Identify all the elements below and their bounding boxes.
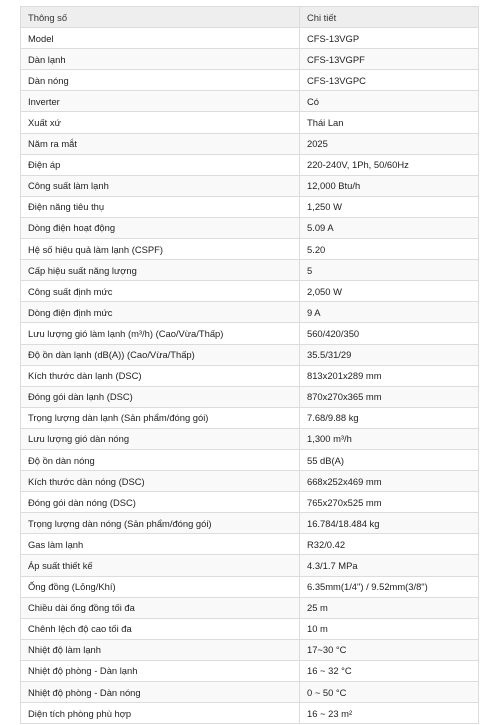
spec-value-cell: 25 m [300, 597, 479, 618]
spec-value-cell: 16.784/18.484 kg [300, 513, 479, 534]
spec-value-cell: 4.3/1.7 MPa [300, 555, 479, 576]
table-row [21, 555, 479, 576]
spec-name-cell: Độ ồn dàn nóng [21, 449, 300, 470]
table-row [21, 323, 479, 344]
header-name-cell: Thông số [21, 7, 300, 28]
table-row [21, 175, 479, 196]
spec-value-cell: 5 [300, 260, 479, 281]
spec-name-cell: Dòng điện định mức [21, 302, 300, 323]
header-row [21, 7, 479, 28]
table-row [21, 703, 479, 724]
table-row [21, 639, 479, 660]
table-row [21, 660, 479, 681]
spec-value-cell: 16 ~ 23 m² [300, 703, 479, 724]
table-row [21, 344, 479, 365]
table-row [21, 133, 479, 154]
spec-value-cell: R32/0.42 [300, 534, 479, 555]
spec-name-cell: Nhiệt độ phòng - Dàn lạnh [21, 660, 300, 681]
spec-name-cell: Dàn nóng [21, 70, 300, 91]
spec-name-cell: Đóng gói dàn lạnh (DSC) [21, 386, 300, 407]
spec-value-cell: 765x270x525 mm [300, 492, 479, 513]
table-row [21, 28, 479, 49]
table-row [21, 112, 479, 133]
spec-name-cell: Kích thước dàn lạnh (DSC) [21, 365, 300, 386]
spec-value-cell: 55 dB(A) [300, 449, 479, 470]
spec-name-cell: Cấp hiệu suất năng lượng [21, 260, 300, 281]
spec-value-cell: 10 m [300, 618, 479, 639]
spec-name-cell: Nhiệt độ làm lạnh [21, 639, 300, 660]
spec-name-cell: Lưu lượng gió làm lạnh (m³/h) (Cao/Vừa/Thấp) [21, 323, 300, 344]
spec-value-cell: Thái Lan [300, 112, 479, 133]
table-row [21, 471, 479, 492]
table-row [21, 576, 479, 597]
table-row [21, 217, 479, 238]
table-row [21, 196, 479, 217]
spec-value-cell: Có [300, 91, 479, 112]
table-row [21, 239, 479, 260]
table-row [21, 407, 479, 428]
spec-name-cell: Diện tích phòng phù hợp [21, 703, 300, 724]
spec-name-cell: Điện năng tiêu thụ [21, 196, 300, 217]
table-row [21, 281, 479, 302]
spec-name-cell: Chiều dài ống đồng tối đa [21, 597, 300, 618]
spec-value-cell: 17~30 °C [300, 639, 479, 660]
spec-value-cell: 1,250 W [300, 196, 479, 217]
table-row [21, 154, 479, 175]
spec-name-cell: Model [21, 28, 300, 49]
spec-value-cell: 668x252x469 mm [300, 471, 479, 492]
spec-name-cell: Chênh lệch độ cao tối đa [21, 618, 300, 639]
spec-value-cell: 5.09 A [300, 217, 479, 238]
spec-name-cell: Dàn lạnh [21, 49, 300, 70]
spec-table [20, 6, 479, 724]
table-row [21, 597, 479, 618]
spec-value-cell: 12,000 Btu/h [300, 175, 479, 196]
spec-name-cell: Áp suất thiết kế [21, 555, 300, 576]
spec-name-cell: Gas làm lạnh [21, 534, 300, 555]
spec-value-cell: 16 ~ 32 °C [300, 660, 479, 681]
spec-value-cell: 870x270x365 mm [300, 386, 479, 407]
spec-name-cell: Công suất định mức [21, 281, 300, 302]
spec-table-body [21, 28, 479, 724]
spec-name-cell: Trọng lượng dàn lạnh (Sản phẩm/đóng gói) [21, 407, 300, 428]
spec-name-cell: Ống đồng (Lỏng/Khí) [21, 576, 300, 597]
header-value-cell: Chi tiết [300, 7, 479, 28]
spec-name-cell: Inverter [21, 91, 300, 112]
table-row [21, 302, 479, 323]
spec-name-cell: Công suất làm lạnh [21, 175, 300, 196]
table-row [21, 260, 479, 281]
spec-name-cell: Đóng gói dàn nóng (DSC) [21, 492, 300, 513]
table-row [21, 91, 479, 112]
table-row [21, 386, 479, 407]
spec-value-cell: 6.35mm(1/4") / 9.52mm(3/8") [300, 576, 479, 597]
spec-name-cell: Dòng điện hoạt động [21, 217, 300, 238]
table-row [21, 70, 479, 91]
spec-name-cell: Kích thước dàn nóng (DSC) [21, 471, 300, 492]
spec-name-cell: Điện áp [21, 154, 300, 175]
table-row [21, 365, 479, 386]
table-row [21, 492, 479, 513]
spec-table-header [21, 7, 479, 28]
spec-value-cell: 2025 [300, 133, 479, 154]
spec-value-cell: 0 ~ 50 °C [300, 682, 479, 703]
table-row [21, 534, 479, 555]
spec-value-cell: 560/420/350 [300, 323, 479, 344]
spec-value-cell: 220-240V, 1Ph, 50/60Hz [300, 154, 479, 175]
spec-value-cell: CFS-13VGPC [300, 70, 479, 91]
spec-value-cell: 35.5/31/29 [300, 344, 479, 365]
spec-value-cell: 5.20 [300, 239, 479, 260]
table-row [21, 682, 479, 703]
spec-value-cell: CFS-13VGPF [300, 49, 479, 70]
spec-name-cell: Hệ số hiệu quả làm lạnh (CSPF) [21, 239, 300, 260]
spec-value-cell: 813x201x289 mm [300, 365, 479, 386]
spec-value-cell: 1,300 m³/h [300, 428, 479, 449]
spec-name-cell: Năm ra mắt [21, 133, 300, 154]
spec-value-cell: 2,050 W [300, 281, 479, 302]
table-row [21, 618, 479, 639]
spec-name-cell: Nhiệt độ phòng - Dàn nóng [21, 682, 300, 703]
table-row [21, 49, 479, 70]
table-row [21, 428, 479, 449]
spec-name-cell: Trọng lượng dàn nóng (Sản phẩm/đóng gói) [21, 513, 300, 534]
spec-name-cell: Độ ồn dàn lạnh (dB(A)) (Cao/Vừa/Thấp) [21, 344, 300, 365]
spec-name-cell: Xuất xứ [21, 112, 300, 133]
spec-name-cell: Lưu lượng gió dàn nóng [21, 428, 300, 449]
table-row [21, 513, 479, 534]
spec-value-cell: 9 A [300, 302, 479, 323]
spec-value-cell: CFS-13VGP [300, 28, 479, 49]
table-row [21, 449, 479, 470]
spec-value-cell: 7.68/9.88 kg [300, 407, 479, 428]
